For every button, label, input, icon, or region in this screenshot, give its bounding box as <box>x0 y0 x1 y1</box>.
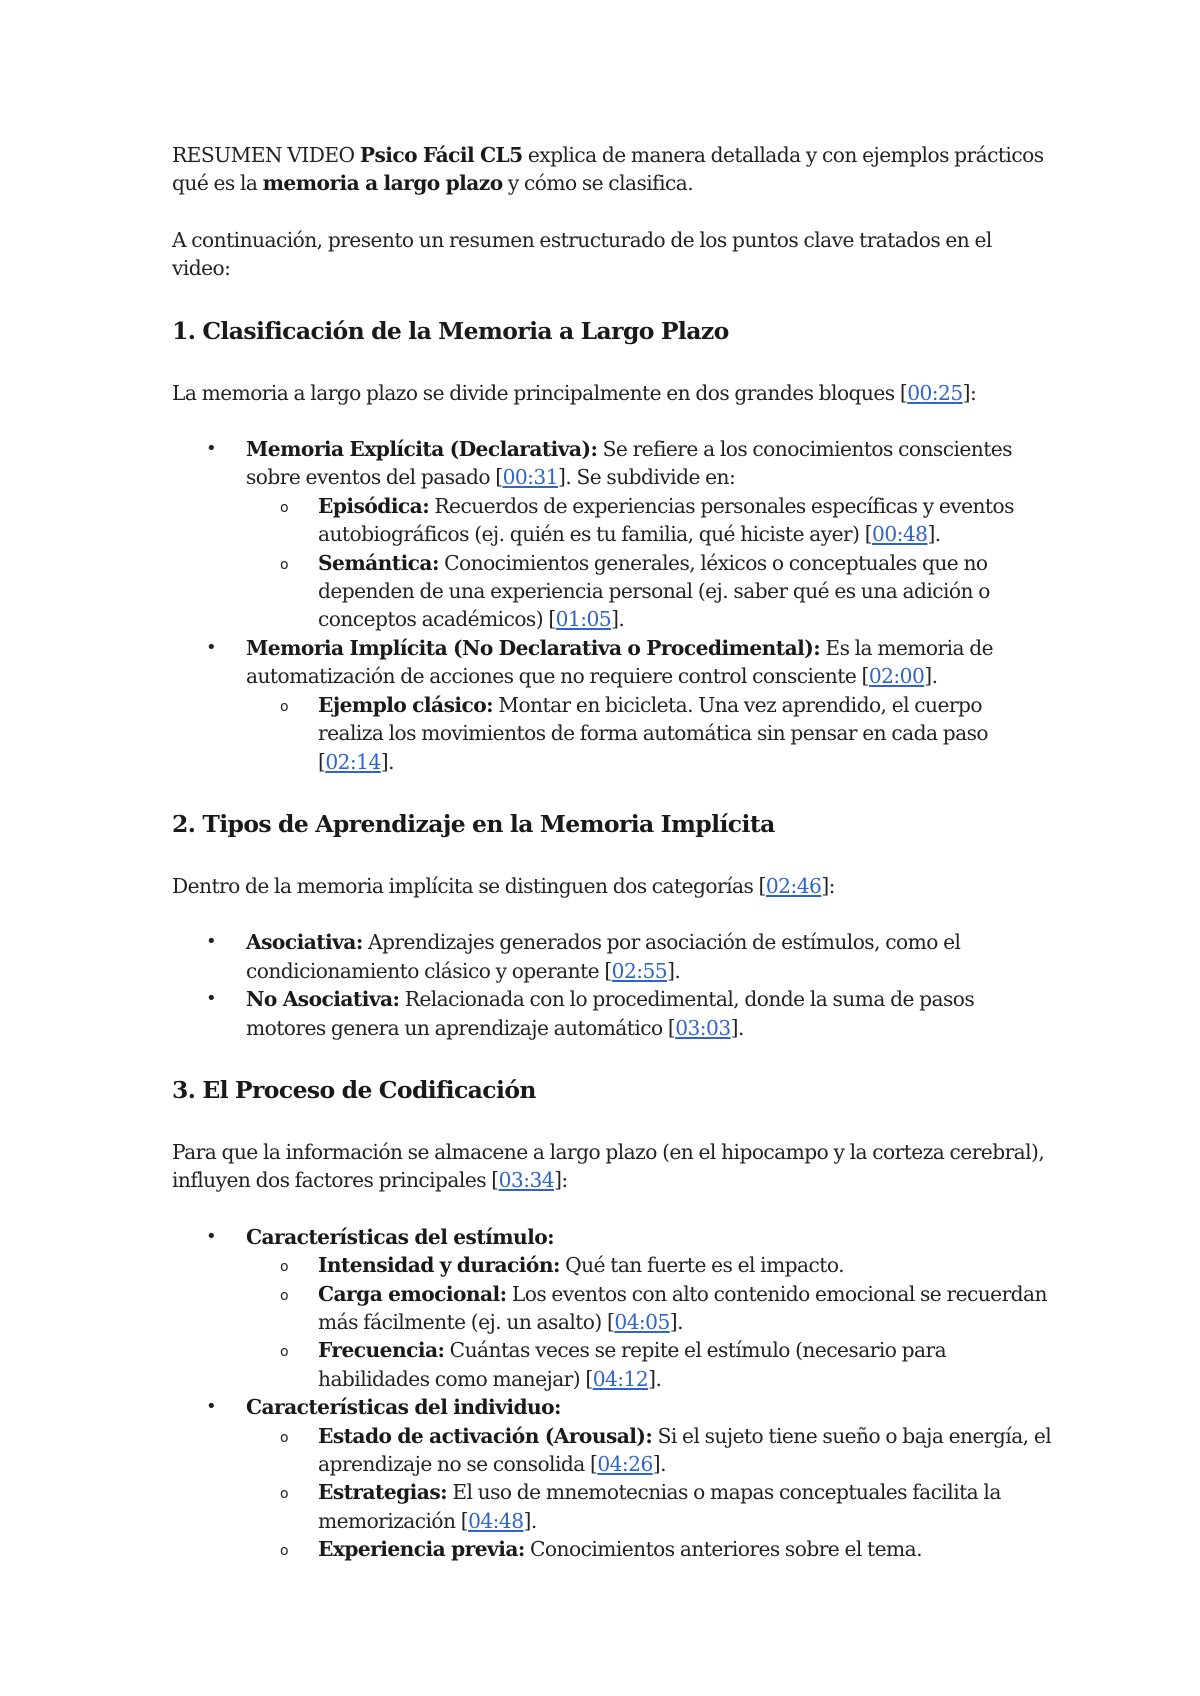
item-text: Los eventos con alto contenido emocional se recuerdan más fácilmente (ej. un asalto) [ <box>318 1281 1047 1334</box>
intro-text: RESUMEN VIDEO <box>172 143 360 167</box>
item-label: Asociativa: <box>246 930 363 955</box>
section-1-list <box>172 435 1052 776</box>
sublist-item <box>246 1422 1052 1479</box>
sublist-item <box>246 691 1052 776</box>
lead-text: Dentro de la memoria implícita se distinguen dos categorías [ <box>172 873 766 898</box>
item-text: Se refiere a los conocimientos conscientes sobre eventos del pasado [ <box>246 437 1012 490</box>
section-3-heading: 3. El Proceso de Codificación <box>172 1075 536 1104</box>
item-text: Si el sujeto tiene sueño o baja energía, el aprendizaje no se consolida [ <box>318 1423 1052 1476</box>
section-2-list <box>172 928 1052 1042</box>
item-text-end: ]. <box>667 958 681 983</box>
item-text-end: ]. Se subdivide en: <box>558 465 736 490</box>
timestamp-link[interactable]: 04:05 <box>614 1309 670 1334</box>
item-text: El uso de mnemotecnias o mapas conceptuales facilita la memorización [ <box>318 1480 1001 1533</box>
list-item <box>172 1223 1052 1393</box>
sublist <box>246 691 1052 776</box>
sublist <box>246 1422 1052 1564</box>
item-text: Conocimientos anteriores sobre el tema. <box>524 1537 922 1562</box>
sublist-item <box>246 1336 1052 1393</box>
timestamp-link[interactable]: 02:14 <box>325 749 381 774</box>
sublist <box>246 1251 1052 1393</box>
intro-paragraph <box>172 141 1052 198</box>
item-label: Ejemplo clásico: <box>318 692 494 717</box>
timestamp-link[interactable]: 02:46 <box>765 873 822 898</box>
item-text: Relacionada con lo procedimental, donde la suma de pasos motores genera un aprendizaje automático [ <box>246 987 975 1040</box>
item-label: Características del individuo: <box>246 1395 561 1420</box>
lead-text-end: ]: <box>962 380 977 405</box>
item-text-end: ]. <box>924 664 938 689</box>
item-label: Estrategias: <box>318 1480 448 1505</box>
timestamp-link[interactable]: 02:00 <box>868 664 925 689</box>
sublist-item <box>246 492 1052 549</box>
timestamp-link[interactable]: 04:48 <box>468 1508 524 1533</box>
lead-text: Para que la información se almacene a largo plazo (en el hipocampo y la corteza cerebral), influyen dos factores principales [ <box>172 1139 1045 1193</box>
topic-term: memoria a largo plazo <box>262 171 503 196</box>
item-label: Características del estímulo: <box>246 1224 555 1249</box>
item-label: Memoria Explícita (Declarativa): <box>246 437 598 462</box>
item-label: Experiencia previa: <box>318 1537 525 1562</box>
timestamp-link[interactable]: 03:34 <box>498 1168 555 1193</box>
item-label: Estado de activación (Arousal): <box>318 1423 653 1448</box>
sublist <box>246 492 1052 634</box>
timestamp-link[interactable]: 03:03 <box>675 1015 731 1040</box>
item-label: Semántica: <box>318 550 439 575</box>
item-text-end: ]. <box>611 607 625 632</box>
section-2-lead <box>172 872 1052 900</box>
section-2-heading: 2. Tipos de Aprendizaje en la Memoria Implícita <box>172 809 775 838</box>
document-body <box>172 141 1052 1592</box>
intro-text: y cómo se clasifica. <box>502 171 694 196</box>
lead-text-end: ]: <box>821 873 835 898</box>
item-text: Es la memoria de automatización de acciones que no requiere control consciente [ <box>246 635 994 689</box>
item-text-end: ]. <box>652 1452 666 1476</box>
sublist-item <box>246 549 1052 634</box>
list-item <box>172 985 1052 1042</box>
list-item <box>172 1393 1052 1563</box>
item-text-end: ]. <box>380 749 394 774</box>
item-text: Recuerdos de experiencias personales específicas y eventos autobiográficos (ej. quién es tu familia, qué hiciste ayer) [ <box>318 493 1014 547</box>
section-3-list <box>172 1223 1052 1564</box>
sublist-item <box>246 1251 1052 1279</box>
timestamp-link[interactable]: 01:05 <box>555 607 612 632</box>
item-text: Aprendizajes generados por asociación de estímulos, como el condicionamiento clásico y operante [ <box>246 930 961 983</box>
timestamp-link[interactable]: 02:55 <box>611 958 668 983</box>
item-label: Memoria Implícita (No Declarativa o Procedimental): <box>246 635 821 660</box>
item-text: Qué tan fuerte es el impacto. <box>559 1253 844 1278</box>
item-text: Montar en bicicleta. Una vez aprendido, el cuerpo realiza los movimientos de forma automática sin pensar en cada paso [ <box>318 692 989 774</box>
timestamp-link[interactable]: 04:12 <box>592 1366 649 1391</box>
item-text-end: ]. <box>669 1309 683 1334</box>
sublist-item <box>246 1280 1052 1337</box>
item-label: Frecuencia: <box>318 1338 445 1363</box>
item-text-end: ]. <box>927 522 941 547</box>
timestamp-link[interactable]: 04:26 <box>597 1452 653 1476</box>
lead-text-end: ]: <box>554 1168 568 1193</box>
section-1-lead <box>172 379 1052 407</box>
item-label: Episódica: <box>318 493 430 518</box>
list-item <box>172 435 1052 634</box>
timestamp-link[interactable]: 00:31 <box>502 465 558 490</box>
item-label: No Asociativa: <box>246 987 400 1012</box>
summary-intro-paragraph: A continuación, presento un resumen estructurado de los puntos clave tratados en el video: <box>172 227 992 281</box>
item-label: Intensidad y duración: <box>318 1253 560 1278</box>
video-title: Psico Fácil CL5 <box>359 143 523 167</box>
item-text-end: ]. <box>648 1366 662 1391</box>
timestamp-link[interactable]: 00:48 <box>872 522 928 547</box>
list-item <box>172 928 1052 985</box>
item-text-end: ]. <box>730 1015 744 1040</box>
sublist-item <box>246 1478 1052 1535</box>
item-text: Cuántas veces se repite el estímulo (necesario para habilidades como manejar) [ <box>318 1338 947 1391</box>
section-1-heading: 1. Clasificación de la Memoria a Largo Plazo <box>172 316 729 345</box>
item-text: Conocimientos generales, léxicos o conceptuales que no dependen de una experiencia personal (ej. saber qué es una adición o conceptos académicos) [ <box>318 550 990 632</box>
lead-text: La memoria a largo plazo se divide principalmente en dos grandes bloques [ <box>172 380 908 405</box>
list-item <box>172 634 1052 776</box>
sublist-item <box>246 1535 1052 1563</box>
item-text-end: ]. <box>523 1508 537 1533</box>
intro-text: explica de manera detallada y con ejemplos prácticos qué es la <box>172 143 1044 196</box>
item-label: Carga emocional: <box>318 1281 507 1306</box>
timestamp-link[interactable]: 00:25 <box>907 380 963 405</box>
section-3-lead <box>172 1138 1052 1195</box>
